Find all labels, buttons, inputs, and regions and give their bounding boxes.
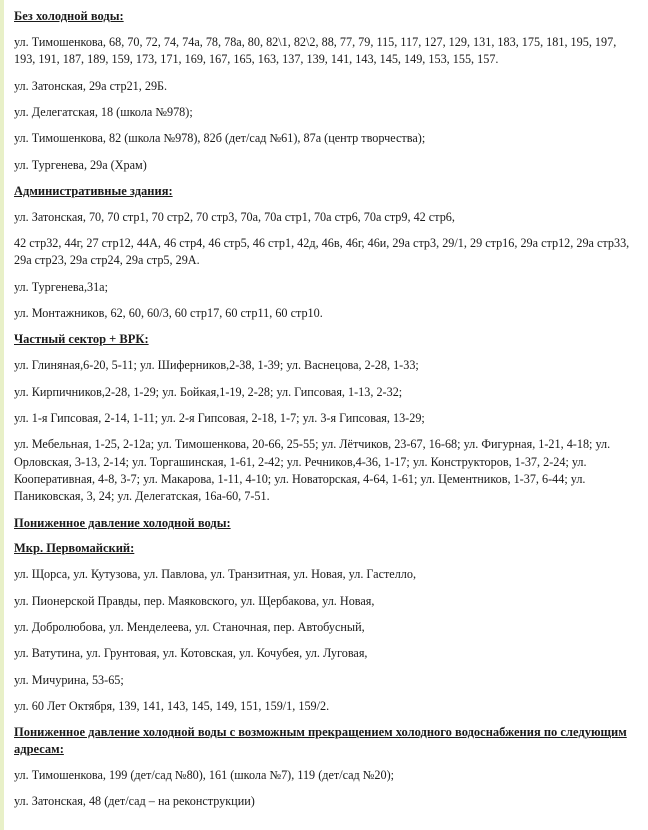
address-paragraph: ул. 1-я Гипсовая, 2-14, 1-11; ул. 2-я Гипсовая, 2-18, 1-7; ул. 3-я Гипсовая, 13-29; xyxy=(14,410,425,425)
address-paragraph: ул. Мичурина, 53-65; xyxy=(14,672,124,687)
address-paragraph: ул. Затонская, 29а стр21, 29Б. xyxy=(14,78,168,93)
section-possible-shutdown xyxy=(14,724,638,810)
left-accent-rule xyxy=(0,0,4,830)
address-paragraph: ул. Пионерской Правды, пер. Маяковского, ул. Щербакова, ул. Новая, xyxy=(14,593,375,608)
address-paragraph: 42 стр32, 44г, 27 стр12, 44А, 46 стр4, 46 стр5, 46 стр1, 42д, 46в, 46г, 46и, 29а стр3, 29/1, 29 стр16, 29а стр12, 29а стр33, 29а стр23, 29а стр24, 29а стр5, 29А. xyxy=(14,236,630,268)
address-paragraph: ул. Делегатская, 18 (школа №978); xyxy=(14,104,193,119)
address-paragraph: ул. Глиняная,6-20, 5-11; ул. Шиферников,2-38, 1-39; ул. Васнецова, 2-28, 1-33; xyxy=(14,358,419,373)
address-paragraph: ул. 60 Лет Октября, 139, 141, 143, 145, 149, 151, 159/1, 159/2. xyxy=(14,698,330,713)
address-paragraph: ул. Мебельная, 1-25, 2-12а; ул. Тимошенкова, 20-66, 25-55; ул. Лётчиков, 23-67, 16-68; ул. Фигурная, 1-21, 4-18; ул. Орловская, 3-13, 2-14; ул. Торгашинская, 1-61, 2-42; ул. Речников,4-36, 1-17; ул. Конструкторов, 1-37, 2-24; ул. Кооперативная, 4-8, 3-7; ул. Макарова, 1-11, 4-10; ул. Новаторская, 4-64, 1-61; ул. Цементников, 1-37, 6-44; ул. Паниковская, 3, 24; ул. Делегатская, 16а-60, 7-51. xyxy=(14,437,611,504)
section-heading: Мкр. Первомайский: xyxy=(14,541,135,556)
address-paragraph: ул. Тимошенкова, 68, 70, 72, 74, 74а, 78, 78а, 80, 82\1, 82\2, 88, 77, 79, 115, 117, 127, 129, 131, 183, 175, 181, 195, 197, 193, 191, 187, 189, 159, 173, 171, 169, 167, 165, 163, 137, 139, 141, 143, 145, 149, 153, 155, 157. xyxy=(14,34,617,67)
section-heading: Пониженное давление холодной воды: xyxy=(14,515,231,530)
address-paragraph: ул. Монтажников, 62, 60, 60/3, 60 стр17, 60 стр11, 60 стр10. xyxy=(14,306,323,321)
address-paragraph: ул. Кирпичников,2-28, 1-29; ул. Бойкая,1-19, 2-28; ул. Гипсовая, 1-13, 2-32; xyxy=(14,384,403,399)
address-paragraph: ул. Добролюбова, ул. Менделеева, ул. Станочная, пер. Автобусный, xyxy=(14,619,365,634)
section-heading: Частный сектор + ВРК: xyxy=(14,332,149,347)
address-paragraph: ул. Тургенева, 29а (Храм) xyxy=(14,157,147,172)
section-reduced-pressure xyxy=(14,515,638,532)
section-heading: Административные здания: xyxy=(14,183,173,198)
address-paragraph: ул. Затонская, 48 (дет/сад – на реконструкции) xyxy=(14,794,255,809)
section-heading: Пониженное давление холодной воды с возможным прекращением холодного водоснабжения по следующим адресам: xyxy=(14,725,627,757)
section-pervomayskiy xyxy=(14,540,638,715)
address-paragraph: ул. Тимошенкова, 199 (дет/сад №80), 161 (школа №7), 119 (дет/сад №20); xyxy=(14,768,395,782)
address-paragraph: ул. Тимошенкова, 82 (школа №978), 82б (дет/сад №61), 87а (центр творчества); xyxy=(14,131,426,146)
section-administrative-buildings xyxy=(14,183,638,323)
address-paragraph: ул. Ватутина, ул. Грунтовая, ул. Котовская, ул. Кочубея, ул. Луговая, xyxy=(14,646,368,661)
address-paragraph: ул. Затонская, 70, 70 стр1, 70 стр2, 70 стр3, 70а, 70а стр1, 70а стр6, 70а стр9, 42 стр6, xyxy=(14,209,455,224)
section-no-cold-water xyxy=(14,8,638,174)
address-paragraph: ул. Щорса, ул. Кутузова, ул. Павлова, ул. Транзитная, ул. Новая, ул. Гастелло, xyxy=(14,567,417,582)
section-private-sector xyxy=(14,331,638,505)
address-paragraph: ул. Тургенева,31а; xyxy=(14,279,108,294)
section-heading: Без холодной воды: xyxy=(14,9,124,23)
